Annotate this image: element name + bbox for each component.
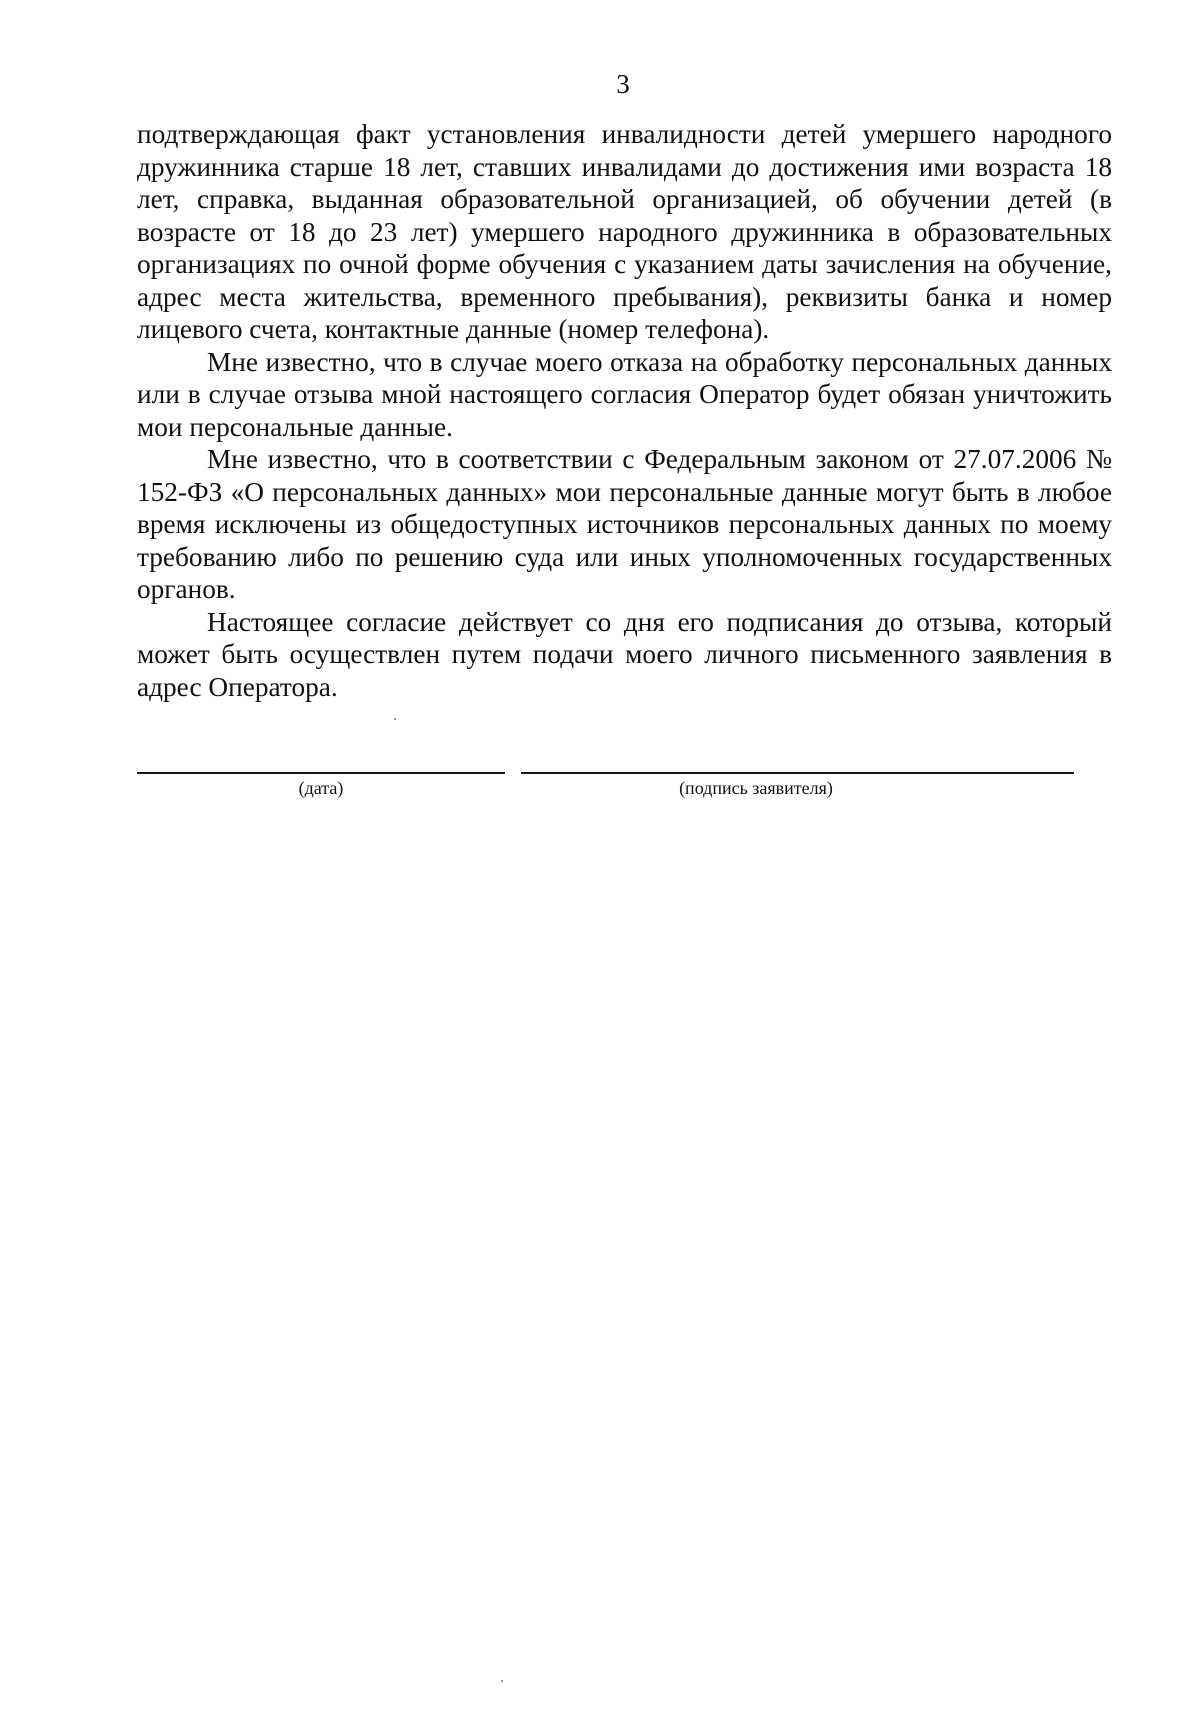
paragraph-continuation: подтверждающая факт установления инвалидности детей умершего народного дружинника старше 18 лет, ставших инвалидами до достижения ими возраста 18 лет, справка, выданная образовательной организацией, об обучении детей (в возрасте от 18 до 23 лет) умершего народного дружинника в образовательных организациях по очной форме обучения с указанием даты зачисления на обучение, адрес места жительства, временного пребывания), реквизиты банка и номер лицевого счета, контактные данные (номер телефона). [137,119,1112,344]
page-number: 3 [616,69,630,99]
signature-block [0,772,1200,812]
signature-line [521,772,1074,774]
date-line [137,772,505,774]
signature-caption: (подпись заявителя) [679,778,833,798]
paragraph-refusal-notice: Мне известно, что в случае моего отказа на обработку персональных данных или в случае отзыва мной настоящего согласия Оператор будет обязан уничтожить мои персональные данные. [137,346,1112,442]
paragraph-validity: Настоящее согласие действует со дня его подписания до отзыва, который может быть осуществлен путем подачи моего личного письменного заявления в адрес Оператора. [137,606,1112,702]
scan-speck [501,1680,503,1682]
paragraph-law-notice: Мне известно, что в соответствии с Федеральным законом от 27.07.2006 № 152-ФЗ «О персональных данных» мои персональные данные могут быть в любое время исключены из общедоступных источников персональных данных по моему требованию либо по решению суда или иных уполномоченных государственных органов. [137,444,1112,604]
date-caption: (дата) [298,778,344,798]
document-body [137,118,1112,703]
scan-speck [394,718,396,720]
